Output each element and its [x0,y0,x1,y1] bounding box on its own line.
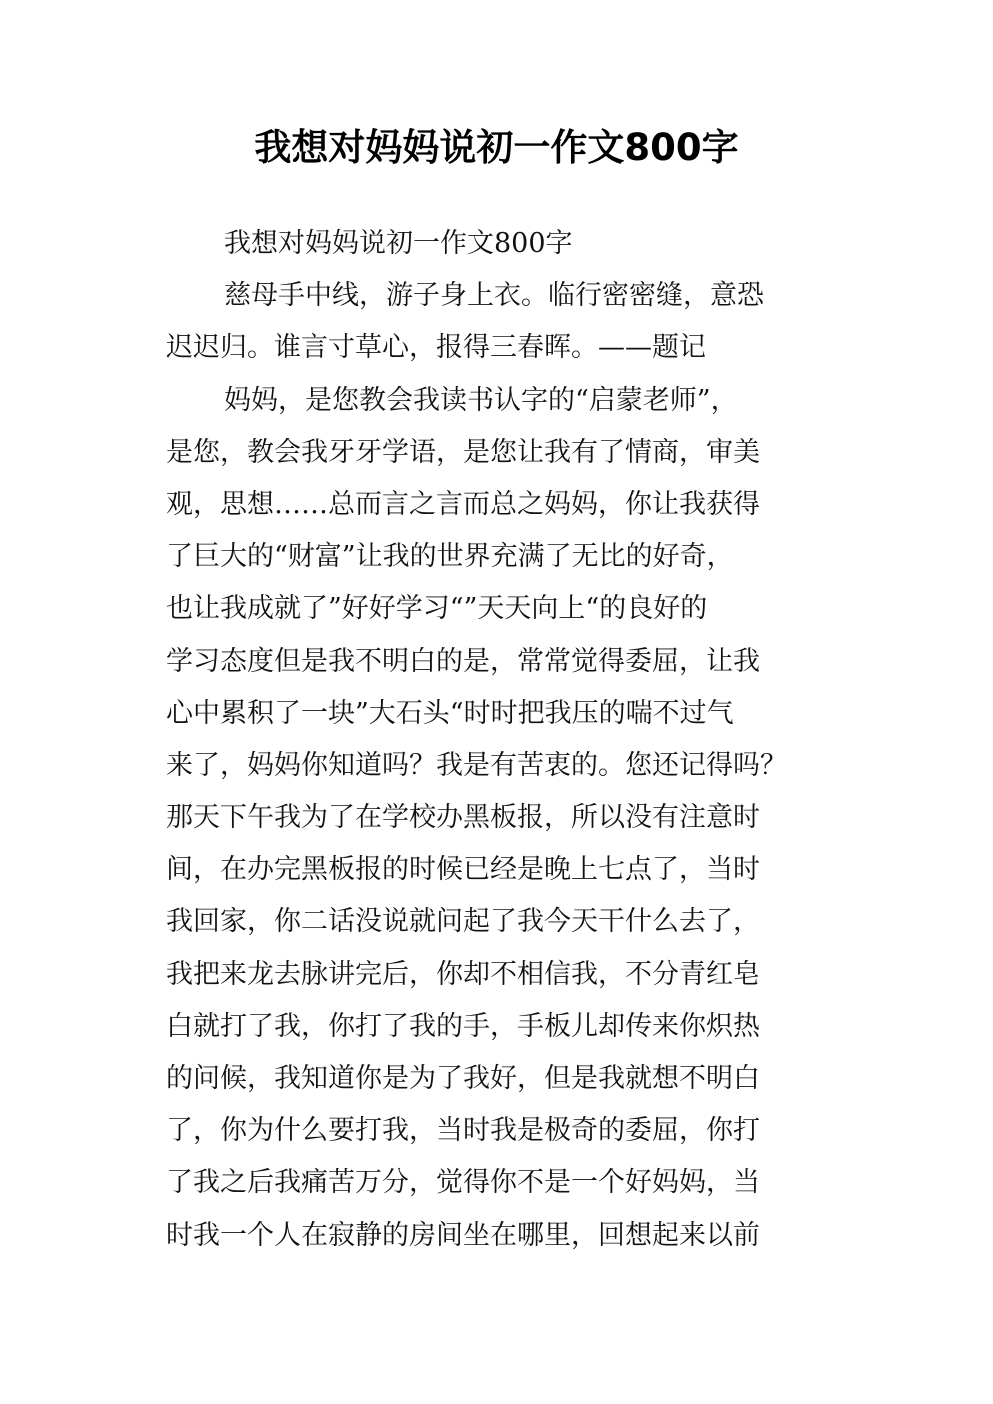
text-line: 时我一个人在寂静的房间坐在哪里，回想起来以前 [166,1219,760,1251]
document-title: 我想对妈妈说初一作文800字 [254,126,739,169]
text-line: 也让我成就了”好好学习“”天天向上“的良好的 [166,593,708,625]
text-line: 观，思想……总而言之言而总之妈妈，你让我获得 [166,488,760,520]
text-line: 间，在办完黑板报的时候已经是晚上七点了，当时 [166,854,760,886]
text-line: 学习态度但是我不明白的是，常常觉得委屈，让我 [166,645,760,677]
text-line: 了我之后我痛苦万分，觉得你不是一个好妈妈，当 [166,1167,760,1199]
text-line: 我回家，你二话没说就问起了我今天干什么去了， [166,906,760,938]
text-line: 我想对妈妈说初一作文800字 [224,228,573,259]
text-line: 心中累积了一块”大石头“时时把我压的喘不过气 [166,697,734,729]
document-body [166,218,830,1262]
text-line: 白就打了我，你打了我的手，手板儿却传来你炽热 [166,1010,760,1042]
text-line: 迟迟归。谁言寸草心，报得三春晖。——题记 [166,332,706,364]
text-line: 是您，教会我牙牙学语，是您让我有了情商，审美 [166,436,760,468]
text-line: 我把来龙去脉讲完后，你却不相信我，不分青红皂 [166,958,760,990]
text-line: 了，你为什么要打我，当时我是极奇的委屈，你打 [166,1115,760,1147]
text-line: 妈妈，是您教会我读书认字的“启蒙老师”， [224,384,738,416]
text-line: 了巨大的“财富”让我的世界充满了无比的好奇， [166,541,734,573]
text-line: 慈母手中线，游子身上衣。临行密密缝，意恐 [224,280,764,312]
text-line: 那天下午我为了在学校办黑板报，所以没有注意时 [166,802,760,834]
text-line: 来了，妈妈你知道吗？我是有苦衷的。您还记得吗？ [166,749,787,781]
text-line: 的问候，我知道你是为了我好，但是我就想不明白 [166,1063,760,1094]
